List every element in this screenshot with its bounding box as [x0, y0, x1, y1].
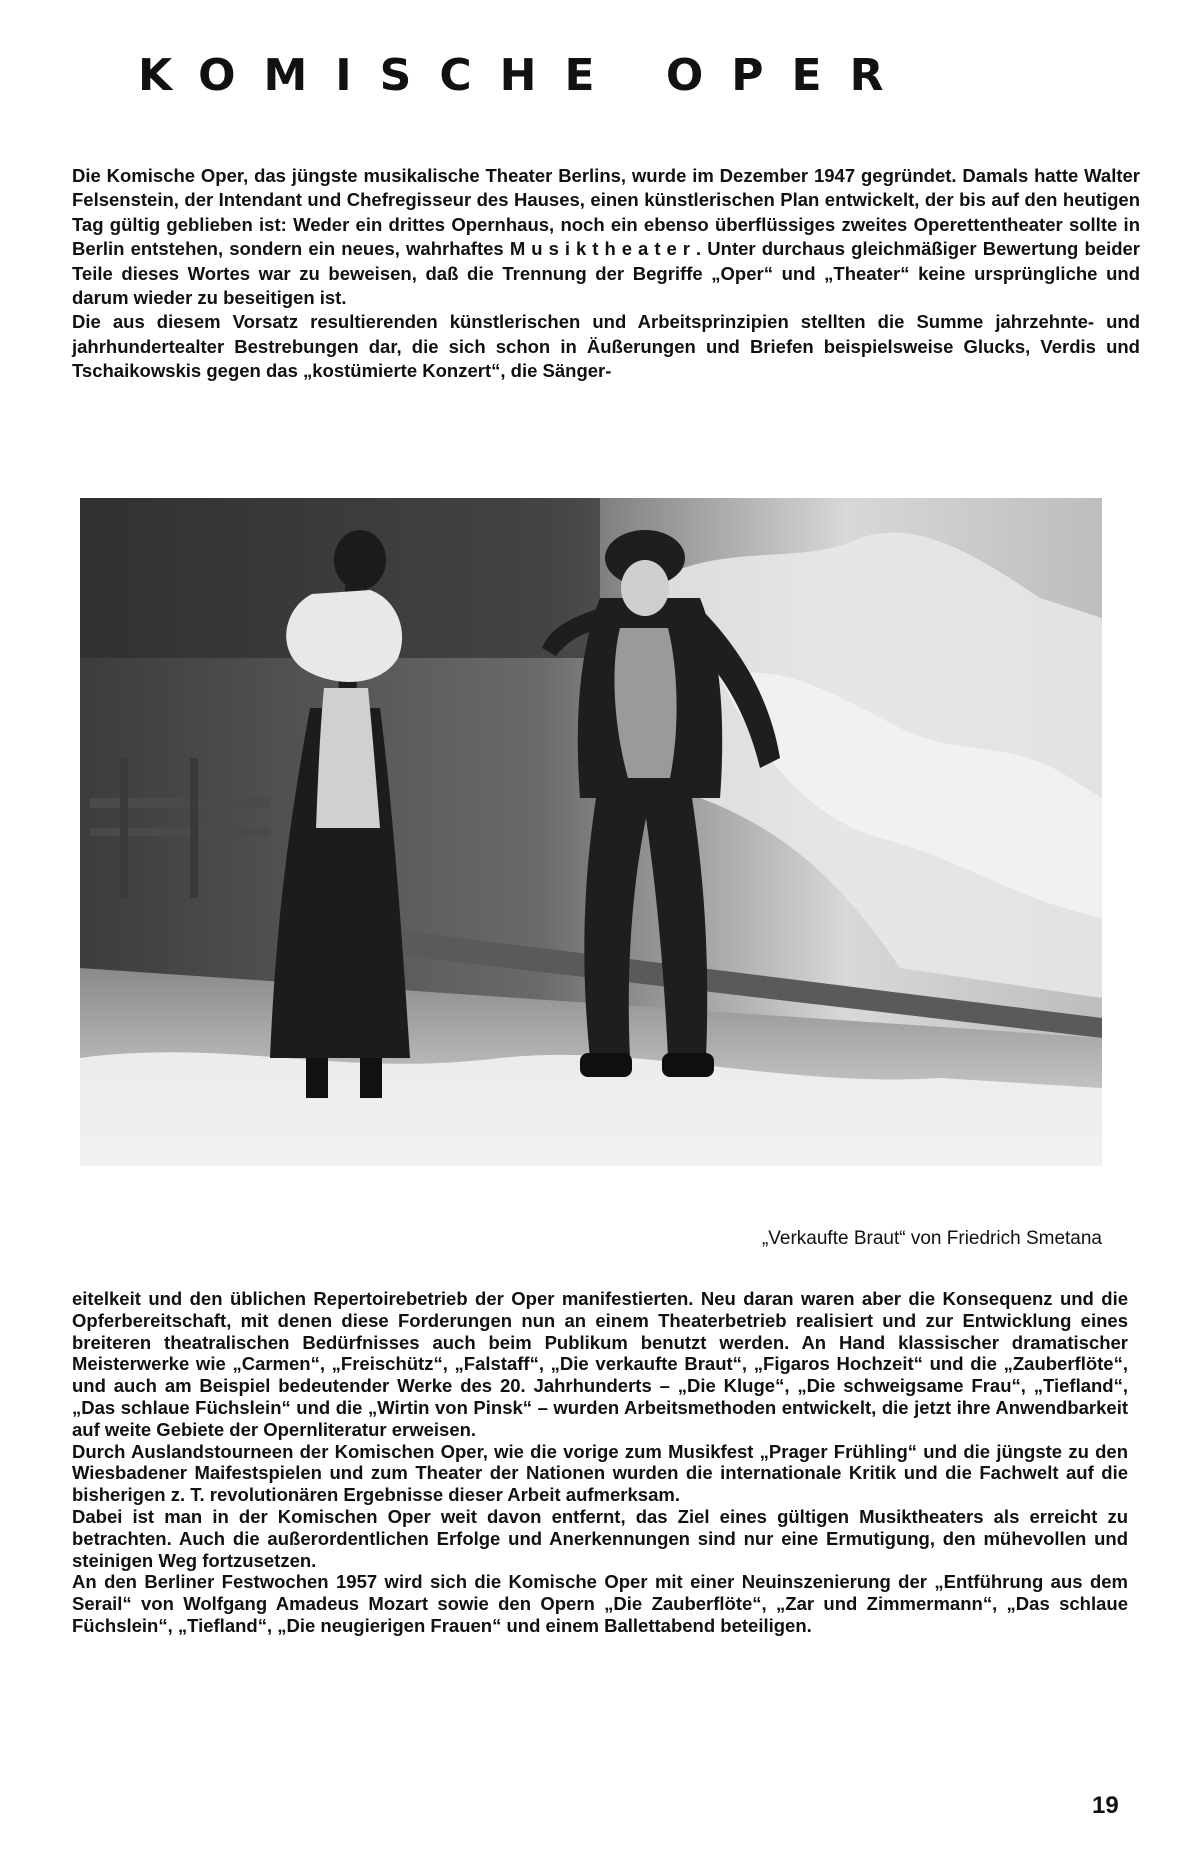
stage-scene-illustration	[80, 498, 1102, 1166]
intro-paragraph-2: Die aus diesem Vorsatz resultierenden künstlerischen und Arbeitsprinzipien stellten die Summe jahrzehnte- und jahrhundertealter Bestrebungen dar, die sich schon in Äußerungen und Briefen beispielsweise Glucks, Verdis und Tschaikowskis gegen das „kostümierte Konzert“, die Sänger-	[72, 311, 1140, 382]
stage-photo	[80, 498, 1102, 1166]
body-paragraph-4: An den Berliner Festwochen 1957 wird sich die Komische Oper mit einer Neuinszenierung der „Entführung aus dem Serail“ von Wolfgang Amadeus Mozart sowie den Opern „Die Zauberflöte“, „Zar und Zimmermann“, „Das schlaue Füchslein“, „Tiefland“, „Die neugierigen Frauen“ und einem Ballettabend beteiligen.	[72, 1571, 1128, 1636]
page-title: KOMISCHE OPER	[138, 50, 912, 101]
body-paragraph-3: Dabei ist man in der Komischen Oper weit davon entfernt, das Ziel eines gültigen Musiktheaters als erreicht zu betrachten. Auch die außerordentlichen Erfolge und Anerkennungen sind nur eine Ermutigung, den mühevollen und steinigen Weg fortzusetzen.	[72, 1505, 1128, 1571]
body-paragraph-1: eitelkeit und den üblichen Repertoirebetrieb der Oper manifestierten. Neu daran waren aber die Konsequenz und die Opferbereitschaft, mit denen diese Forderungen nun an einem Theaterbetrieb realisiert und zur Entwicklung eines breiteren theatralischen Bedürfnisses auch beim Publikum benutzt werden. An Hand klassischer dramatischer Meisterwerke wie „Carmen“, „Freischütz“, „Falstaff“, „Die verkaufte Braut“, „Figaros Hochzeit“ und die „Zauberflöte“, und auch am Beispiel bedeutender Werke des 20. Jahrhunderts – „Die Kluge“, „Die schweigsame Frau“, „Tiefland“, „Das schlaue Füchslein“ und die „Wirtin von Pinsk“ – wurden Arbeitsmethoden entwickelt, die jetzt ihre Anwendbarkeit auf weite Gebiete der Opernliteratur erweisen.	[72, 1288, 1128, 1440]
spaced-emphasis: Musiktheater	[509, 238, 696, 260]
intro-sentence: Die Komische Oper, das jüngste musikalische Theater Berlins, wurde im Dezember 1947 gegründet. Damals hatte Walter Felsenstein, der Intendant und Chefregisseur des Hauses, einen künstlerischen Plan entwickelt, der bis auf den heutigen Tag gültig geblieben ist: Weder ein drittes Opernhaus, noch ein ebenso überflüssiges zweites Operettentheater sollte in Berlin entstehen, sondern ein neues, wahrhaftes	[72, 165, 1140, 260]
photo-caption: „Verkaufte Braut“ von Friedrich Smetana	[761, 1228, 1102, 1249]
page-number: 19	[1092, 1792, 1119, 1819]
body-text	[72, 1288, 1128, 1637]
intro-text	[72, 164, 1140, 384]
intro-sentence-end: . Unter durchaus gleichmäßiger Bewertung beider Teile dieses Wortes war zu beweisen, daß die Trennung der Begriffe „Oper“ und „Theater“ keine ursprüngliche und darum wieder zu beseitigen ist.	[72, 238, 1140, 309]
body-paragraph-2: Durch Auslandstourneen der Komischen Oper, wie die vorige zum Musikfest „Prager Frühling“ und die jüngste zu den Wiesbadener Maifestspielen und zum Theater der Nationen wurden die internationale Kritik und die Fachwelt auf die bisherigen z. T. revolutionären Ergebnisse dieser Arbeit aufmerksam.	[72, 1440, 1128, 1506]
